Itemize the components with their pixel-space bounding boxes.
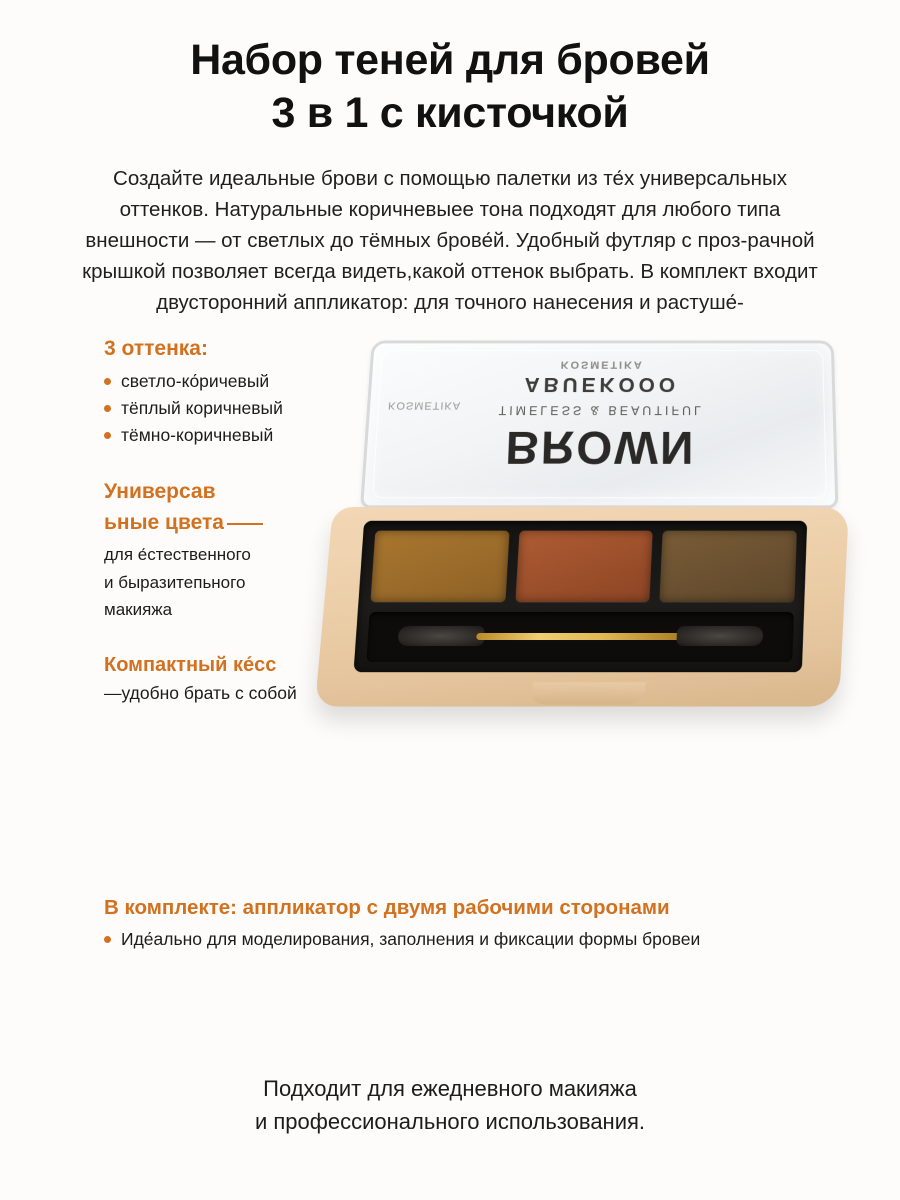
title-line-2: 3 в 1 с кисточкой — [271, 89, 629, 138]
dash-divider — [227, 523, 263, 525]
palette-tray — [354, 521, 808, 672]
shade-pan-warm — [515, 531, 653, 602]
page-title — [0, 0, 900, 141]
lid-brand: ABUEKOOO — [524, 373, 680, 396]
dual-applicator — [397, 626, 763, 646]
applicator-well — [366, 612, 794, 662]
footer-line-2: и профессионального использования. — [254, 1109, 646, 1134]
shade-pan-dark — [660, 531, 797, 602]
list-item: тёмно-коричневый — [104, 422, 364, 449]
kit-section — [0, 896, 900, 953]
applicator-tip-left — [397, 626, 484, 646]
list-item: тёплый коричневый — [104, 395, 364, 422]
universal-note-line-2: и быразитепьного — [104, 572, 246, 592]
lid-side-text: KOSMETIKA — [387, 399, 462, 412]
list-item: Иде́ально для моделирования, заполнения и фиксации формы бровеи — [104, 926, 840, 953]
shade-pans — [370, 531, 796, 602]
middle-section — [0, 336, 900, 896]
footer-line-1: Подходит для ежедневного макияжа — [263, 1076, 637, 1101]
universal-note-line-3: макияжа — [104, 600, 173, 620]
universal-heading-text: ьные цвета — [104, 511, 224, 535]
list-item: светло-ко́ричевый — [104, 368, 364, 395]
universal-heading-line-1: Универсав — [104, 479, 216, 503]
palette-lid — [360, 341, 838, 509]
compact-note: —удобно брать с собой — [104, 682, 297, 703]
shades-heading: 3 оттенка: — [104, 337, 208, 361]
case-thumb-notch — [530, 683, 646, 705]
product-image — [318, 336, 878, 896]
lid-tagline: TIMELESS & BEAUTIFUL — [498, 403, 704, 418]
intro-paragraph: Создайте идеальные брови с помощью палетки из те́х универсальных оттенков. Натуральные коричневыее тона подходят для любого типа внешности — от светлых до тёмных брове́й. Удобный футляр с проз-рачной крышкой позволяет всегда видеть,какой оттенок выбрать. В комплект входит двусторонний аппликатор: для точного нанесения и растуше́- — [82, 166, 818, 315]
palette-case — [315, 507, 849, 707]
applicator-tip-right — [676, 626, 763, 646]
lid-brand-subtitle: KOSMETIKA — [560, 359, 644, 371]
footer-note — [0, 1072, 900, 1138]
universal-note-line-1: для е́стественного — [104, 545, 251, 565]
kit-heading: В комплекте: аппликатор с двумя рабочими сторонами — [104, 896, 670, 920]
compact-heading: Компактный ке́сс — [104, 653, 277, 676]
lid-product-name: BROWN — [504, 422, 696, 475]
shade-pan-light — [370, 531, 509, 602]
kit-list — [104, 926, 840, 953]
applicator-handle — [476, 633, 685, 640]
title-line-1: Набор теней для бровей — [190, 36, 710, 84]
